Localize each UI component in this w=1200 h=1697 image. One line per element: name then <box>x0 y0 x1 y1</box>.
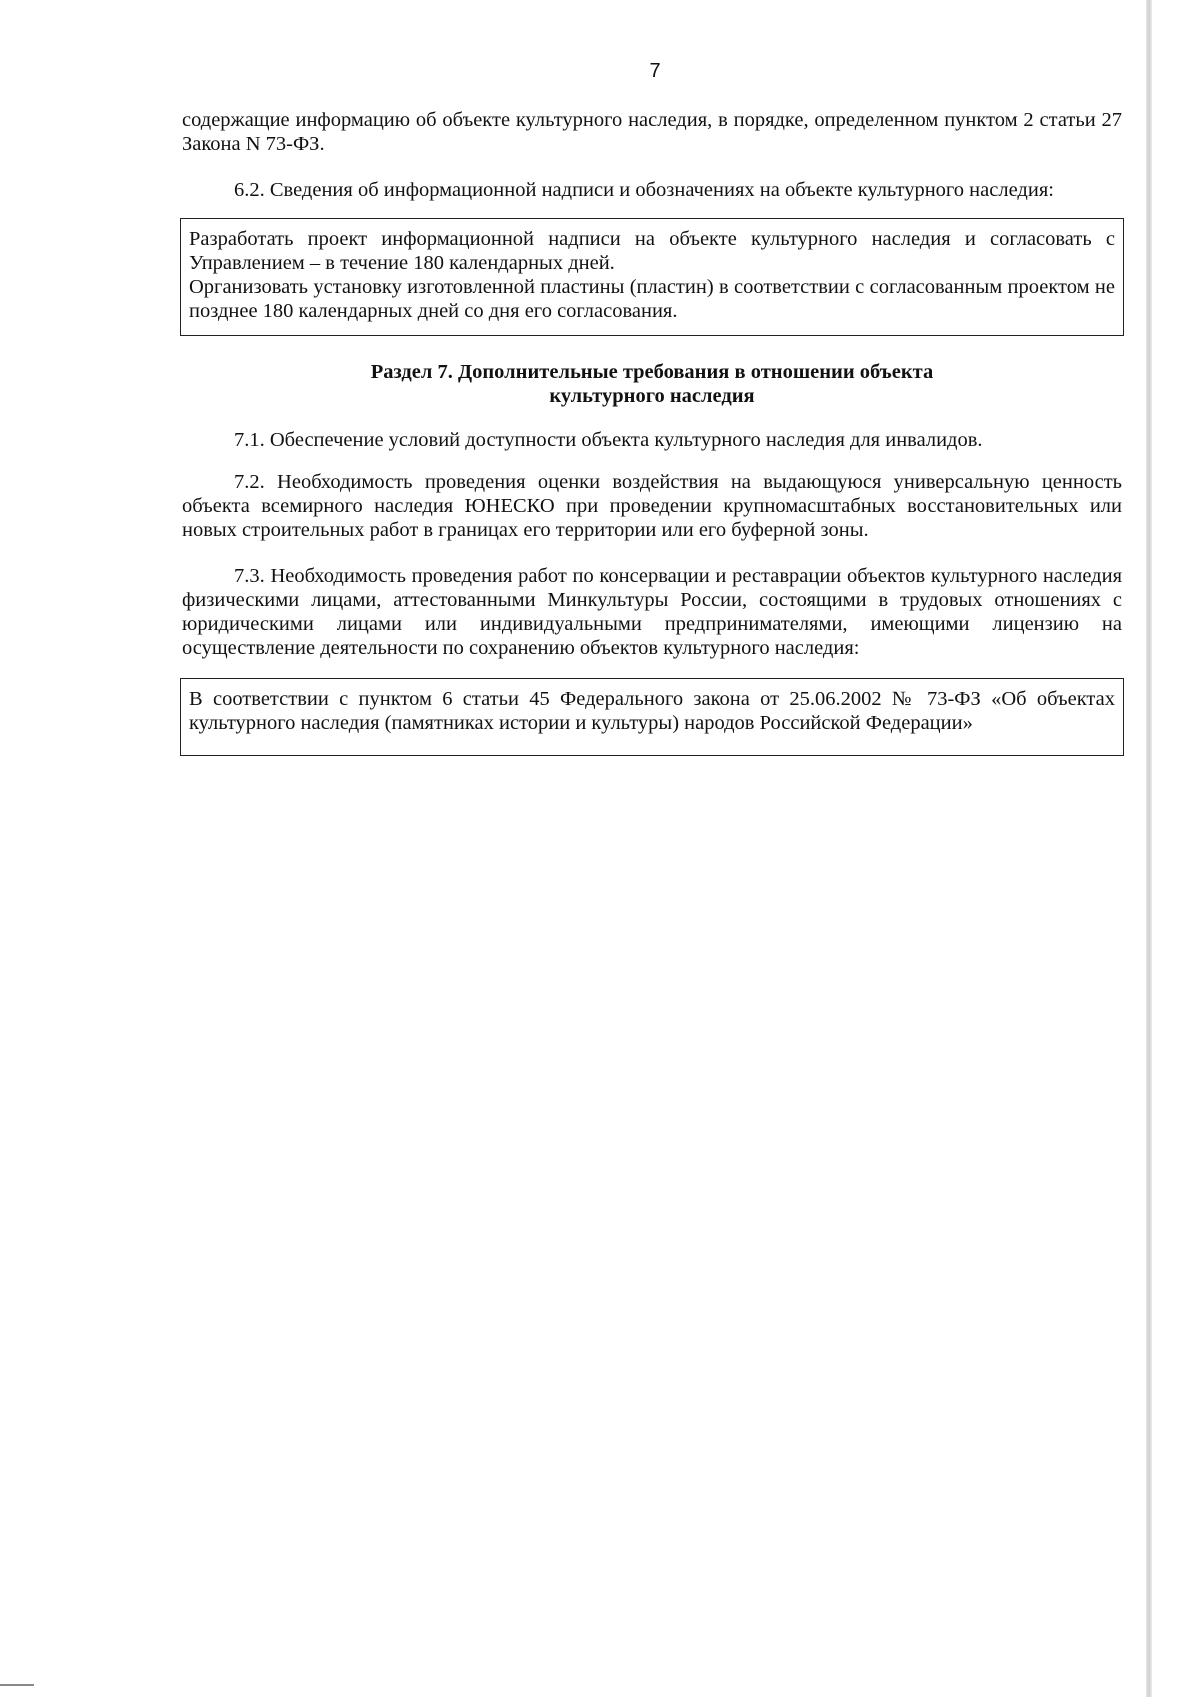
page-number: 7 <box>649 60 661 82</box>
scan-margin <box>1152 0 1200 1697</box>
box-7-3-text: В соответствии с пунктом 6 статьи 45 Федерального закона от 25.06.2002 № 73-ФЗ «Об объектах культурного наследия (памятниках истории и культуры) народов Российской Федерации» <box>189 688 1115 734</box>
paragraph-6-2: 6.2. Сведения об информационной надписи и обозначениях на объекте культурного наследия: <box>234 179 1054 201</box>
section-7-title-line-2: культурного наследия <box>549 385 755 407</box>
paragraph-continuation: содержащие информацию об объекте культурного наследия, в порядке, определенном пунктом 2 статьи 27 Закона N 73-ФЗ. <box>182 109 1122 155</box>
legal-basis-box <box>180 678 1124 756</box>
box-6-2-line-2: Организовать установку изготовленной пластины (пластин) в соответствии с согласованным проектом не позднее 180 календарных дней со дня его согласования. <box>189 276 1115 322</box>
box-6-2-line-1: Разработать проект информационной надписи на объекте культурного наследия и согласовать с Управлением – в течение 180 календарных дней. <box>189 228 1115 274</box>
paragraph-7-2: 7.2. Необходимость проведения оценки воздействия на выдающуюся универсальную ценность объекта всемирного наследия ЮНЕСКО при проведении крупномасштабных восстановительных или новых строительных работ в границах его территории или его буферной зоны. <box>182 471 1122 541</box>
document-body <box>182 108 1122 756</box>
scan-corner-mark <box>0 1684 34 1686</box>
section-7-title-line-1: Раздел 7. Дополнительные требования в отношении объекта <box>370 361 934 383</box>
section-7-title <box>182 360 1122 408</box>
paragraph-7-3: 7.3. Необходимость проведения работ по консервации и реставрации объектов культурного наследия физическими лицами, аттестованными Минкультуры России, состоящими в трудовых отношениях с юридическими лицами или индивидуальными предпринимателями, имеющими лицензию на осуществление деятельности по сохранению объектов культурного наследия: <box>182 565 1122 659</box>
paragraph-7-1: 7.1. Обеспечение условий доступности объекта культурного наследия для инвалидов. <box>234 429 983 451</box>
information-inscription-box <box>180 218 1124 336</box>
